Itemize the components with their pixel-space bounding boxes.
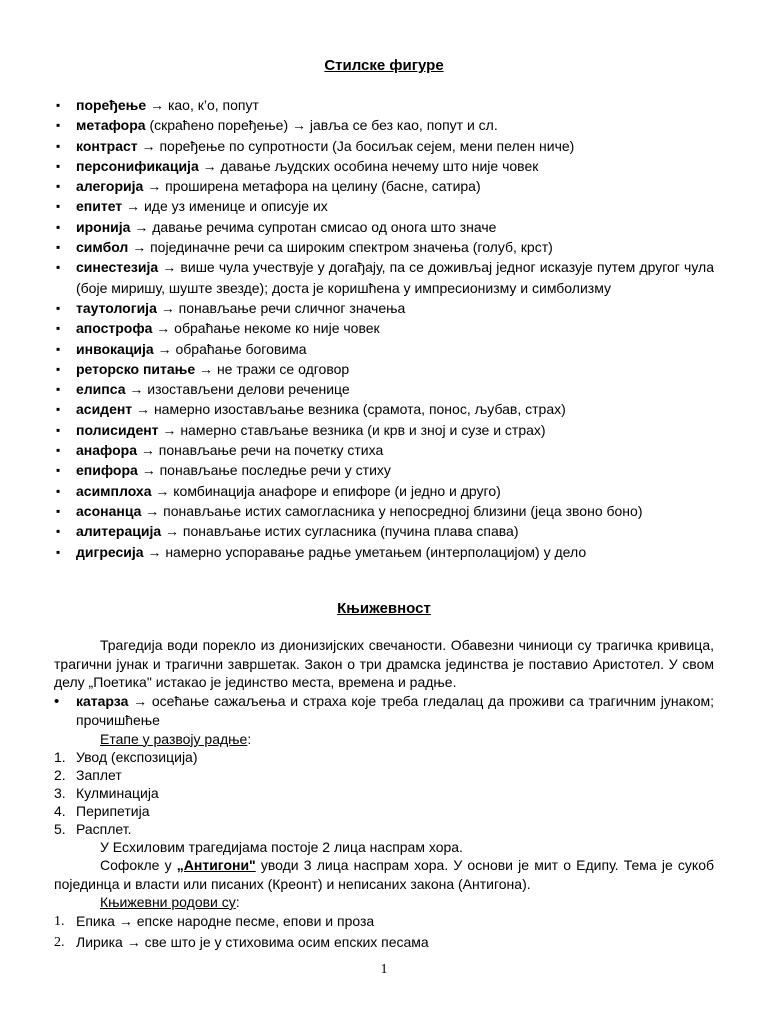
figure-item (56, 542, 714, 562)
sophocles-text-a: Софокле у (100, 857, 177, 873)
katarza-item (54, 692, 714, 730)
figure-term: синестезија (76, 259, 159, 276)
list-number: 4. (54, 802, 66, 819)
aeschylus-paragraph: У Есхиловим трагедијама постоје 2 лица наспрам хора. (100, 838, 463, 855)
figure-item (56, 379, 714, 399)
figure-term: реторско питање (76, 360, 196, 377)
figure-definition: → понављање речи сличног значења (156, 299, 406, 316)
figure-definition: → понављање речи на почетку стиха (136, 442, 384, 459)
figure-item (56, 298, 714, 318)
figure-term: асонанца (76, 502, 142, 519)
stage-item (54, 766, 714, 784)
figure-item (56, 339, 714, 359)
figure-term: симбол (76, 239, 129, 256)
katarza-definition: → осећање сажаљења и страха које треба гледалац да проживи са трагичним јунаком; прочишћење (76, 692, 714, 728)
figure-item (56, 359, 714, 379)
figure-definition: → проширена метафора на целину (басне, сатира) (143, 178, 481, 195)
stage-item (54, 802, 714, 820)
figure-definition: → не тражи се одговор (195, 360, 350, 377)
figure-item (56, 257, 714, 298)
list-number: 5. (54, 820, 66, 837)
kinds-colon: : (235, 894, 240, 910)
figure-definition: → давање речима супротан смисао од онога што значе (130, 218, 497, 235)
page-number: 1 (380, 962, 388, 977)
figure-term: таутологија (76, 299, 157, 316)
list-number: 3. (54, 784, 66, 801)
figure-term: алегорија (76, 178, 144, 195)
figure-definition: → намерно успоравање радње уметањем (интерполацијом) у дело (143, 543, 587, 560)
list-text: Заплет (76, 766, 122, 783)
figure-term: иронија (76, 218, 131, 235)
stages-heading (54, 730, 714, 748)
literary-kind-item (54, 932, 714, 953)
list-text: Кулминација (76, 784, 159, 801)
literary-kind-item (54, 911, 714, 932)
stage-item (54, 784, 714, 802)
figure-definition: → комбинација анафоре и епифоре (и једно и друго) (151, 482, 501, 499)
figure-item (56, 176, 714, 196)
figure-definition: → намерно изостављање везника (срамота, понос, љубав, страх) (132, 401, 566, 418)
literary-kinds-list (54, 911, 714, 953)
figure-term: анафора (76, 442, 137, 459)
figure-definition: → више чула учествује у догађају, па се доживљај једног исказује путем другог чула (боје миришу, шуште звезде); доста је коришћена у импресионизму и симболизму (76, 259, 714, 296)
figure-item (56, 420, 714, 440)
figure-item (56, 521, 714, 541)
figure-definition: (скраћено поређење) → јавља се без као, попут и сл. (145, 117, 498, 134)
figure-term: апострофа (76, 320, 153, 337)
figure-term: полисидент (76, 421, 159, 438)
list-text: Перипетија (76, 802, 150, 819)
figure-item (56, 115, 714, 135)
figure-term: дигресија (76, 543, 144, 560)
stylistic-figures-list (56, 95, 714, 562)
list-number: 1. (54, 914, 65, 929)
antigone-title: „Антигони" (176, 857, 256, 873)
kinds-label: Књижевни родови су (100, 894, 236, 910)
figure-item (56, 237, 714, 257)
figure-term: инвокација (76, 340, 154, 357)
katarza-term: катарза (76, 692, 129, 709)
figure-term: контраст (76, 137, 138, 154)
figure-term: епифора (76, 462, 138, 479)
tragedy-paragraph: Трагедија води порекло из дионизијских свечаности. Обавезни чиниоци су трагичка кривица, трагични јунак и трагични завршетак. Закон о три драмска јединства је поставио Аристотел. У свом делу „Поетика" истакао је јединство места, времена и радње. (54, 637, 714, 690)
list-text: Епика → епске народне песме, епови и проза (76, 913, 375, 929)
figure-item (56, 501, 714, 521)
sophocles-text-b: уводи 3 лица наспрам хора. У основи је мит о Едипу. Тема је сукоб појединца и власти или писаних (Креонт) и неписаних закона (Антигона). (54, 857, 714, 892)
figure-term: поређење (76, 97, 147, 113)
list-text: Расплет. (76, 820, 132, 837)
figure-item (56, 217, 714, 237)
literature-section (54, 636, 714, 953)
figure-item (56, 399, 714, 419)
figure-definition: → намерно стављање везника (и крв и зној и сузе и страх) (158, 421, 546, 438)
list-number: 2. (54, 766, 66, 783)
list-text: Лирика → све што је у стиховима осим епских песама (76, 934, 429, 950)
stage-item (54, 820, 714, 838)
figure-term: елипса (76, 381, 126, 398)
figure-item (56, 95, 714, 115)
section-title-stylistic-figures: Стилске фигуре (324, 57, 444, 74)
list-number: 2. (54, 935, 65, 950)
figure-item (56, 318, 714, 338)
figure-definition: → понављање истих самогласника у непосредној близини (јеца звоно боно) (141, 502, 643, 519)
kinds-heading (54, 893, 714, 911)
figure-term: персонификација (76, 157, 199, 174)
stage-item (54, 748, 714, 766)
sophocles-paragraph (54, 856, 714, 893)
figure-item (56, 481, 714, 501)
figure-term: алитерација (76, 523, 162, 540)
figure-definition: → давање људских особина нечему што није човек (198, 157, 539, 174)
figure-definition: → иде уз именице и описује их (122, 198, 328, 215)
figure-item (56, 440, 714, 460)
figure-item (56, 460, 714, 480)
figure-definition: → понављање истих сугласника (пучина плава спава) (161, 523, 519, 540)
figure-definition: → изостављени делови реченице (125, 381, 350, 398)
stages-colon: : (247, 730, 252, 747)
list-text: Увод (експозиција) (76, 748, 198, 765)
figure-item (56, 136, 714, 156)
figure-item (56, 196, 714, 216)
list-number: 1. (54, 748, 66, 765)
figure-definition: → понављање последње речи у стиху (137, 462, 391, 479)
figure-item (56, 156, 714, 176)
section-title-literature: Књижевност (337, 600, 431, 617)
stages-label: Етапе у развоју радње (100, 730, 248, 747)
figure-term: асидент (76, 401, 133, 418)
figure-term: асимплоха (76, 482, 152, 499)
figure-definition: → обраћање боговима (153, 340, 307, 357)
stages-list (54, 748, 714, 838)
figure-definition: → као, к’о, попут (146, 97, 259, 113)
figure-term: метафора (76, 117, 146, 134)
figure-definition: → поређење по супротности (Ја босиљак сејем, мени пелен ниче) (137, 137, 575, 154)
figure-definition: → обраћање некоме ко није човек (152, 320, 380, 337)
figure-definition: → појединачне речи са широким спектром значења (голуб, крст) (128, 239, 553, 256)
figure-term: епитет (76, 198, 123, 215)
